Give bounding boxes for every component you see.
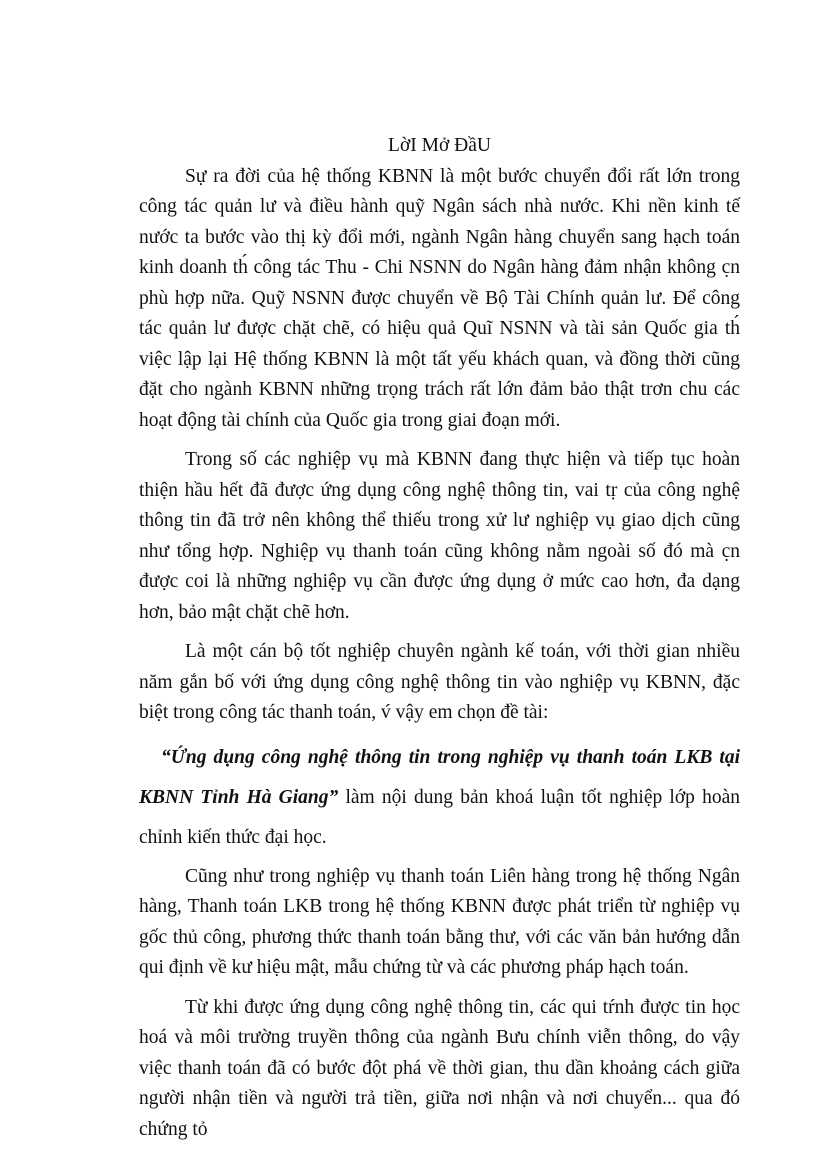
topic-title: “Ứng dụng công nghệ thông tin trong nghiệp vụ thanh toán LKB tại KBNN Tỉnh Hà Giang” — [139, 746, 740, 808]
paragraph-4: Cũng như trong nghiệp vụ thanh toán Liên hàng trong hệ thống Ngân hàng, Thanh toán LKB trong hệ thống KBNN được phát triển từ nghiệp vụ gốc thủ công, phương thức thanh toán bằng thư, với các văn bản hướng dẫn qui định về kư hiệu mật, mẫu chứng từ và các phương pháp hạch toán. — [139, 865, 740, 978]
paragraph-5: Từ khi được ứng dụng công nghệ thông tin, các qui tŕnh được tin học hoá và môi trường truyền thông của ngành Bưu chính viễn thông, do vậy việc thanh toán đã có bước đột phá về thời gian, thu dần khoảng cách giữa người nhận tiền và người trả tiền, giữa nơi nhận và nơi chuyển... qua đó chứng tỏ — [139, 996, 740, 1140]
document-page — [139, 131, 740, 1154]
paragraph-1: Sự ra đời của hệ thống KBNN là một bước chuyển đổi rất lớn trong công tác quản lư và điều hành quỹ Ngân sách nhà nước. Khi nền kinh tế nước ta bước vào thị kỳ đổi mới, ngành Ngân hàng chuyển sang hạch toán kinh doanh th́ công tác Thu - Chi NSNN do Ngân hàng đảm nhận không c̣n phù hợp nữa. Quỹ NSNN được chuyển về Bộ Tài Chính quản lư. Để công tác quản lư được chặt chẽ, có hiệu quả Quĩ NSNN và tài sản Quốc gia th́ việc lập lại Hệ thống KBNN là một tất yếu khách quan, và đồng thời cũng đặt cho ngành KBNN những trọng trách rất lớn đảm bảo thật trơn chu các hoạt động tài chính của Quốc gia trong giai đoạn mới. — [139, 165, 740, 431]
topic-paragraph — [139, 738, 740, 858]
paragraph-2: Trong số các nghiệp vụ mà KBNN đang thực hiện và tiếp tục hoàn thiện hầu hết đã được ứng dụng công nghệ thông tin, vai tṛ của công nghệ thông tin đã trở nên không thể thiếu trong xử lư nghiệp vụ giao dịch cũng như tổng hợp. Nghiệp vụ thanh toán cũng không nằm ngoài số đó mà c̣n được coi là những nghiệp vụ cần được ứng dụng ở mức cao hơn, đa dạng hơn, bảo mật chặt chẽ hơn. — [139, 449, 740, 623]
paragraph-3: Là một cán bộ tốt nghiệp chuyên ngành kế toán, với thời gian nhiều năm gắn bố với ứng dụng công nghệ thông tin vào nghiệp vụ KBNN, đặc biệt trong công tác thanh toán, v́ vậy em chọn đề tài: — [139, 641, 740, 723]
topic-rest: làm nội dung bản khoá luận tốt nghiệp lớp hoàn chỉnh kiến thức đại học. — [139, 786, 740, 848]
page-title: LờI Mở ĐầU — [388, 135, 491, 156]
